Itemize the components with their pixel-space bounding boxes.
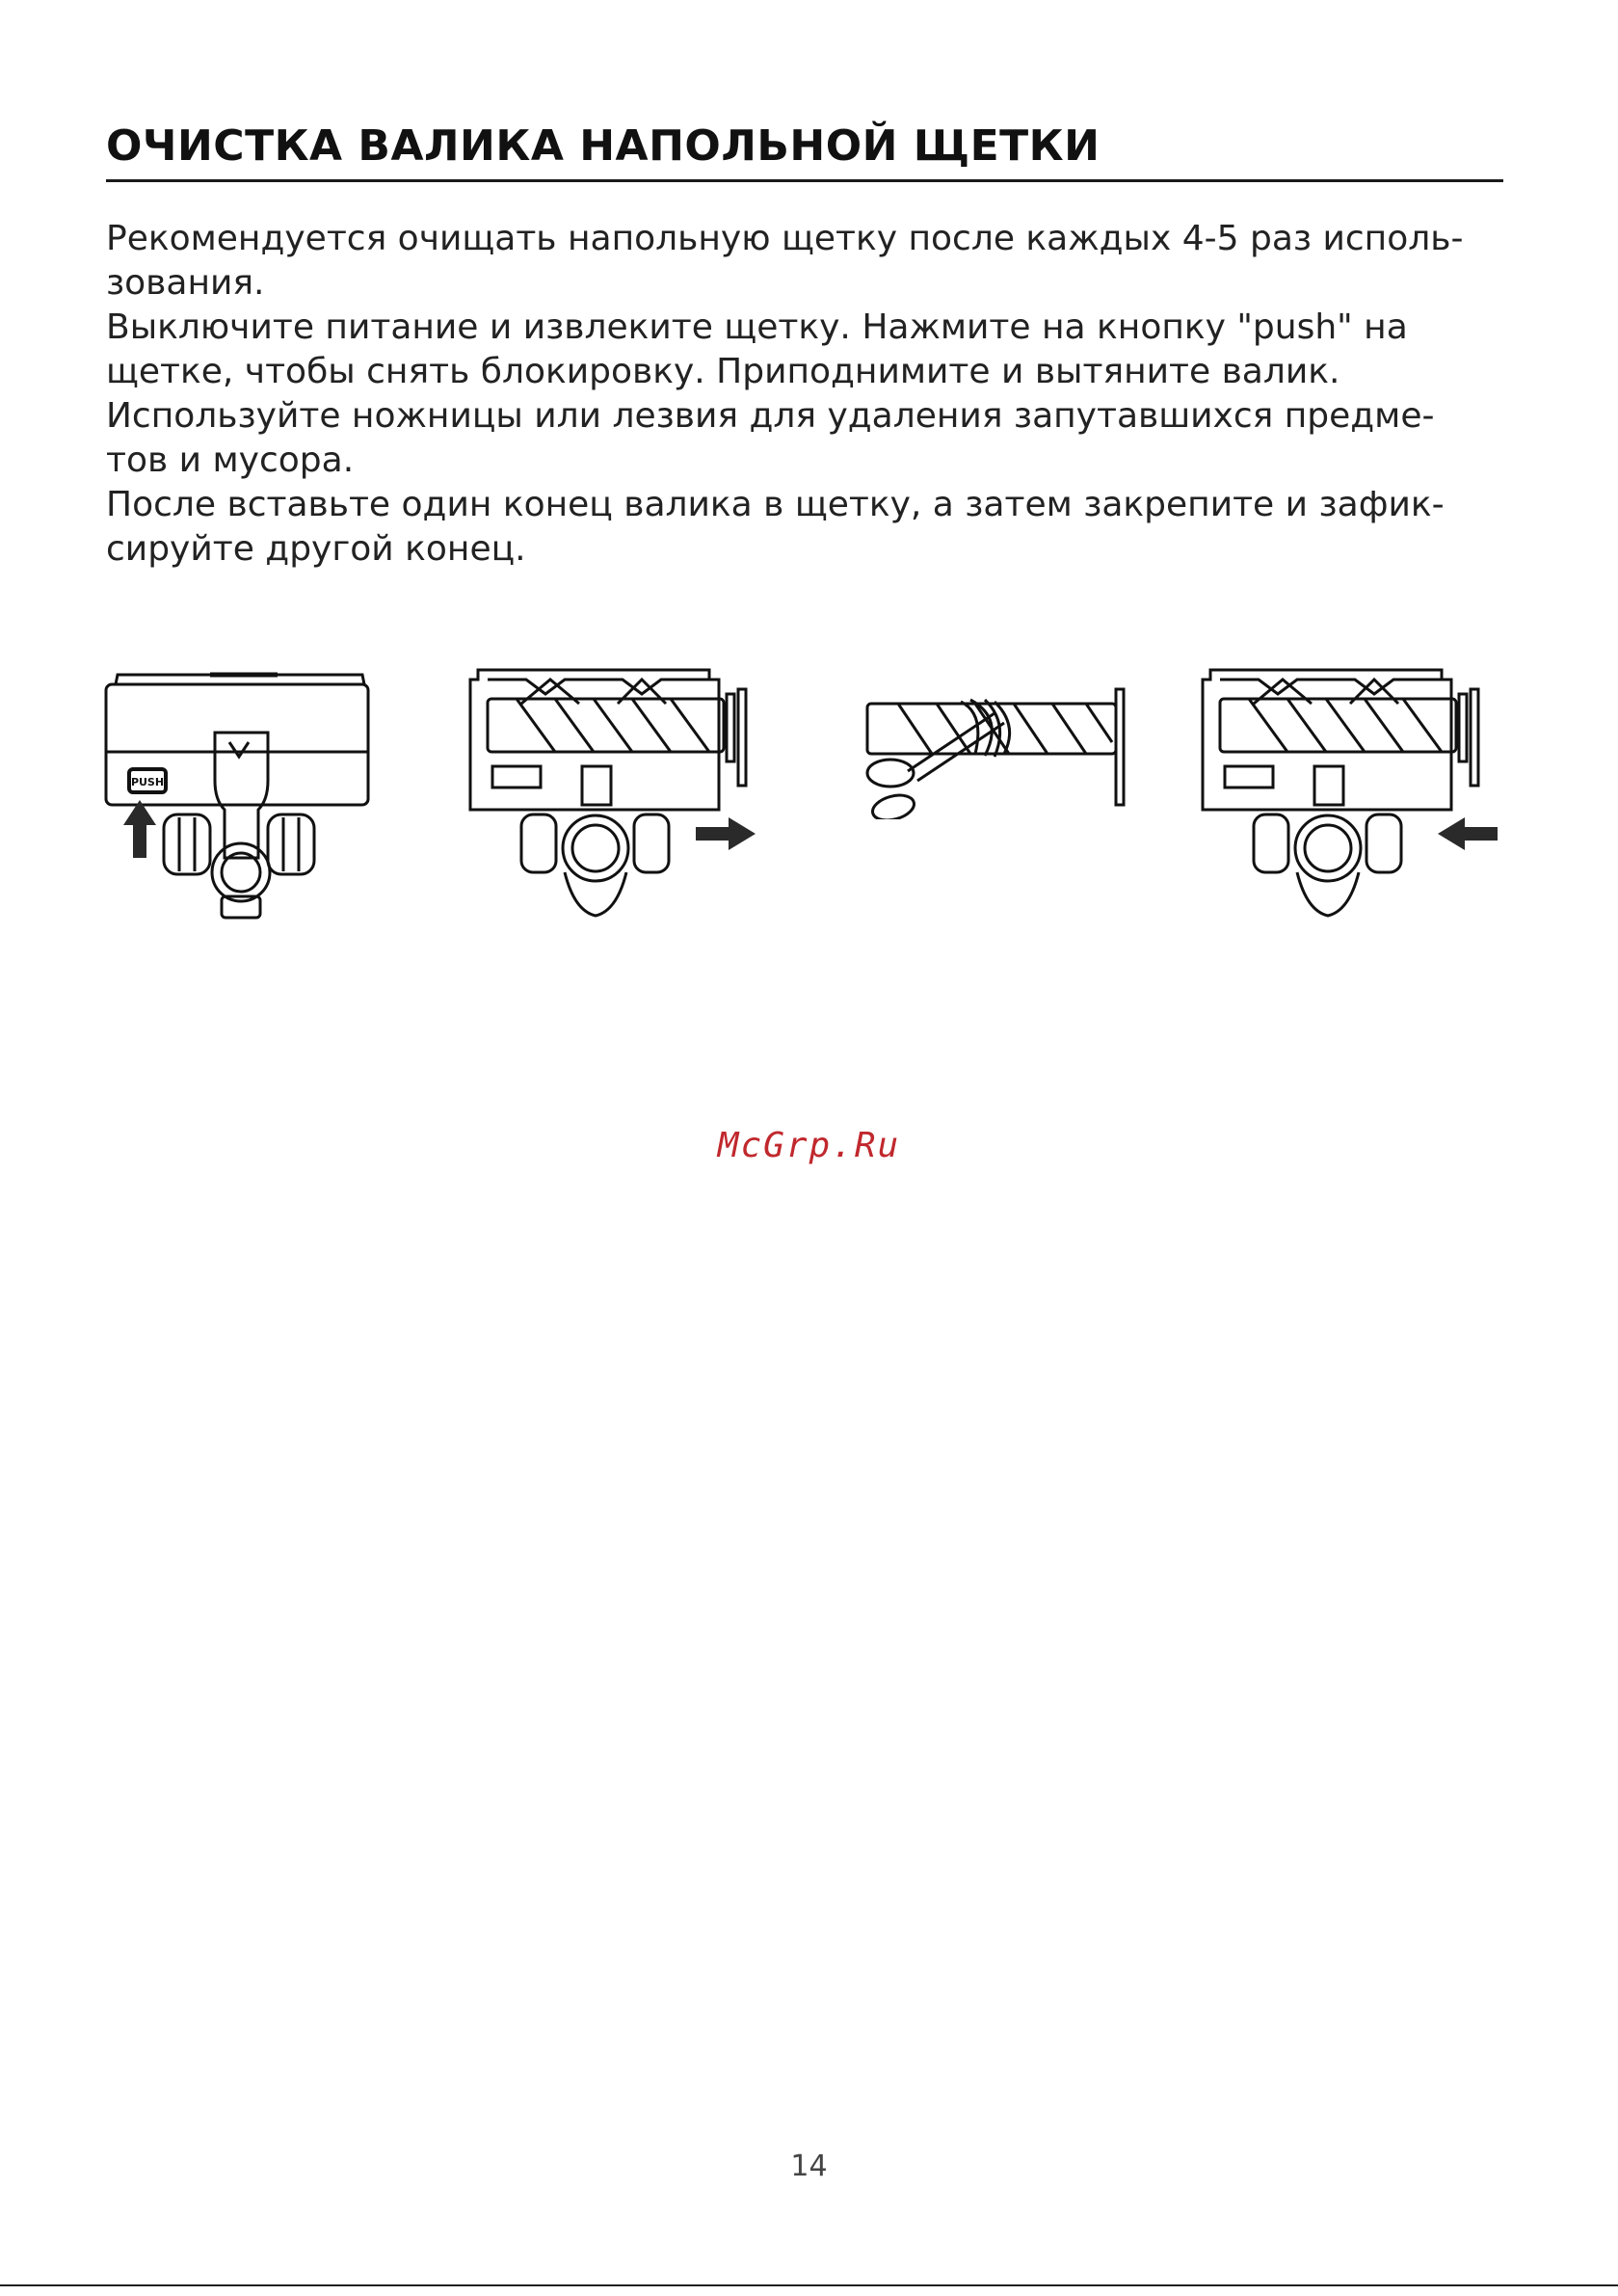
- scissors-roller-icon: [850, 665, 1129, 819]
- figure-push-button: [104, 665, 374, 935]
- title-underline: [106, 179, 1503, 182]
- figure-insert-roller: [1201, 665, 1509, 925]
- text-line: Используйте ножницы или лезвия для удаления запутавшихся предме-: [106, 396, 1435, 436]
- arrow-up-icon: [123, 800, 156, 858]
- text-line: зования.: [106, 263, 265, 303]
- text-line: щетке, чтобы снять блокировку. Приподнимите и вытяните валик.: [106, 352, 1340, 391]
- text-line: Выключите питание и извлеките щетку. Нажмите на кнопку "push" на: [106, 307, 1408, 347]
- arrow-right-icon: [696, 817, 756, 850]
- page-number: 14: [790, 2149, 828, 2183]
- text-line: сируйте другой конец.: [106, 529, 526, 569]
- push-label: PUSH: [130, 776, 165, 788]
- watermark: McGrp.Ru: [717, 1126, 901, 1165]
- text-line: Рекомендуется очищать напольную щетку после каждых 4-5 раз исполь-: [106, 219, 1464, 258]
- figure-scissors: [850, 665, 1129, 819]
- roller-insert-icon: [1201, 665, 1509, 925]
- roller-pull-icon: [468, 665, 777, 925]
- text-line: тов и мусора.: [106, 441, 355, 480]
- page-title: ОЧИСТКА ВАЛИКА НАПОЛЬНОЙ ЩЕТКИ: [106, 121, 1101, 171]
- text-line: После вставьте один конец валика в щетку, а затем закрепите и зафик-: [106, 485, 1445, 524]
- brush-push-icon: [104, 665, 374, 935]
- bottom-border: [0, 2284, 1618, 2286]
- figure-pull-roller: [468, 665, 777, 925]
- arrow-left-icon: [1438, 817, 1498, 850]
- instructions-text: [106, 217, 1513, 572]
